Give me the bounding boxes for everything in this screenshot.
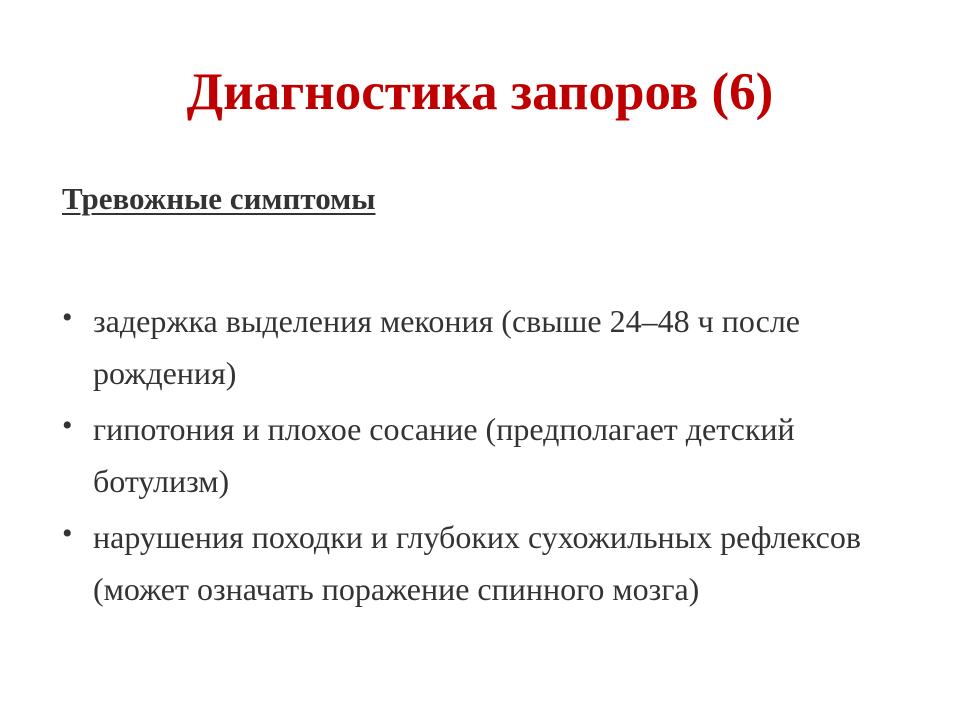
slide-title: Диагностика запоров (6) [186, 63, 774, 121]
list-item-text: задержка выделения мекония (свыше 24–48 ч после рождения) [93, 303, 800, 391]
list-item [62, 511, 902, 615]
bullet-icon: • [62, 301, 73, 334]
list-item [62, 403, 902, 507]
list-item-text: гипотония и плохое сосание (предполагает детский ботулизм) [93, 411, 795, 499]
list-item [62, 295, 902, 399]
section-subtitle: Тревожные симптомы [62, 181, 376, 216]
symptom-list [62, 295, 902, 619]
bullet-icon: • [62, 409, 73, 442]
list-item-text: нарушения походки и глубоких сухожильных рефлексов (может означать поражение спинного мозга) [93, 519, 861, 607]
bullet-icon: • [62, 517, 73, 550]
